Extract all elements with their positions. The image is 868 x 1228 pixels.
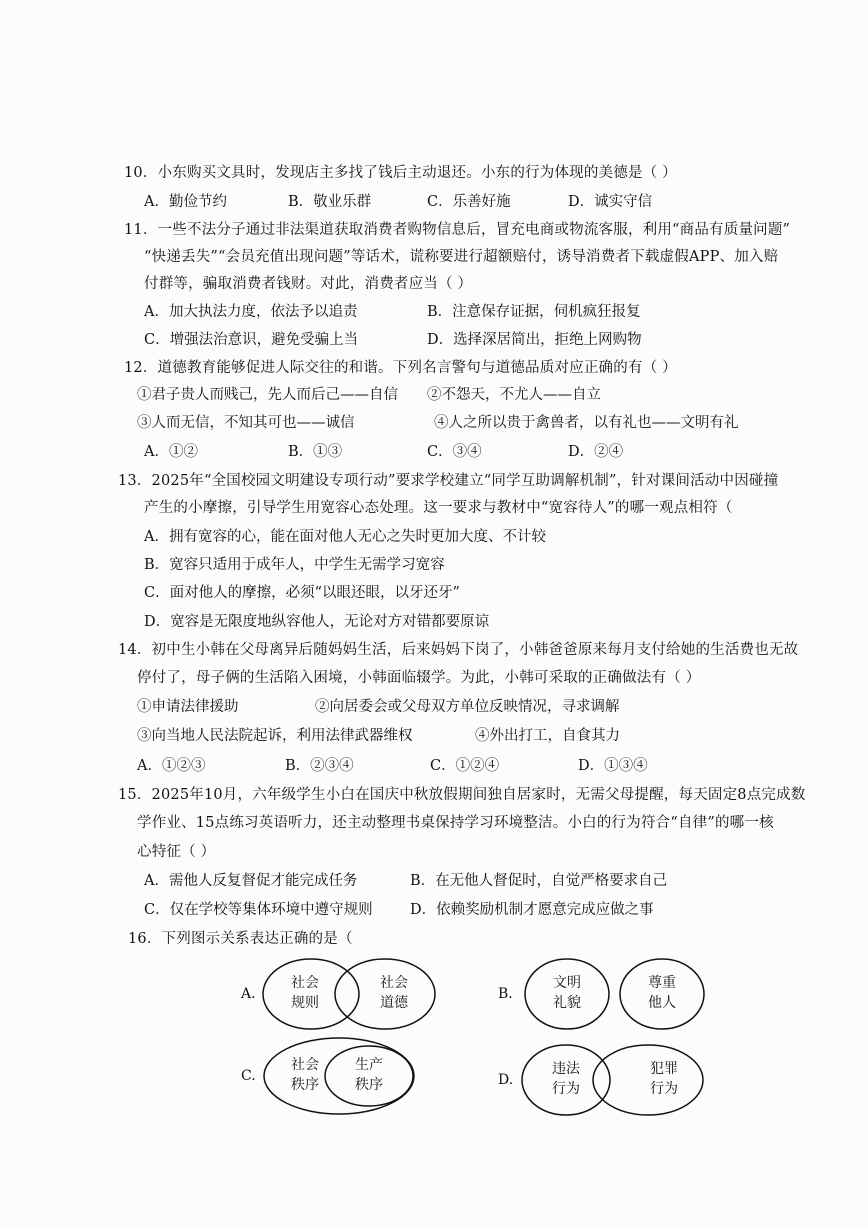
q14-item-1: ①申请法律援助 bbox=[137, 699, 239, 715]
q12-option-a: A．①② bbox=[144, 444, 198, 460]
q11-stem-line-1: 11．一些不法分子通过非法渠道获取消费者购物信息后，冒充电商或物流客服，利用“商品有质量问题” bbox=[124, 222, 791, 238]
q14-option-a: A．①②③ bbox=[137, 758, 206, 774]
diagram-b-right-label-2: 他人 bbox=[648, 995, 676, 1011]
q10-option-c: C．乐善好施 bbox=[427, 194, 511, 210]
diagram-a-left-label-1: 社会 bbox=[291, 975, 319, 991]
q16-stem: 16．下列图示关系表达正确的是（ bbox=[128, 931, 353, 947]
diagram-a-right-label-1: 社会 bbox=[380, 975, 408, 991]
q11-option-d: D．选择深居简出，拒绝上网购物 bbox=[427, 332, 642, 348]
diagram-a-right-circle bbox=[335, 959, 435, 1029]
q15-stem-line-3: 心特征（ ） bbox=[137, 844, 216, 860]
q12-stem: 12．道德教育能够促进人际交往的和谐。下列名言警句与道德品质对应正确的有（ ） bbox=[124, 360, 677, 376]
q12-option-d: D．②④ bbox=[568, 444, 624, 460]
q15-option-a: A．需他人反复督促才能完成任务 bbox=[144, 873, 358, 889]
diagram-c-inner-label-2: 秩序 bbox=[355, 1077, 383, 1093]
diagram-a-letter: A. bbox=[241, 986, 256, 1002]
q10-option-a: A．勤俭节约 bbox=[144, 194, 227, 210]
diagram-b-left-label-2: 礼貌 bbox=[553, 995, 581, 1011]
q10-option-b: B．敬业乐群 bbox=[288, 194, 372, 210]
q14-stem-line-2: 停付了，母子俩的生活陷入困境，小韩面临辍学。为此，小韩可采取的正确做法有（ ） bbox=[137, 670, 701, 686]
q15-stem-line-1: 15．2025年10月，六年级学生小白在国庆中秋放假期间独自居家时，无需父母提醒，每天固定8点完成数 bbox=[118, 787, 806, 803]
q14-option-c: C．①②④ bbox=[430, 758, 500, 774]
q11-option-b: B．注意保存证据，伺机疯狂报复 bbox=[427, 304, 641, 320]
q12-item-3: ③人而无信，不知其可也——诚信 bbox=[137, 415, 355, 431]
diagram-b-left-circle bbox=[525, 959, 609, 1029]
q15-option-d: D．依赖奖励机制才愿意完成应做之事 bbox=[410, 902, 654, 918]
diagram-b-right-label-1: 尊重 bbox=[648, 975, 676, 991]
q13-option-b: B．宽容只适用于成年人，中学生无需学习宽容 bbox=[144, 557, 445, 573]
diagram-a-left-label-2: 规则 bbox=[291, 995, 319, 1011]
q10-option-d: D．诚实守信 bbox=[568, 194, 653, 210]
q14-item-4: ④外出打工，自食其力 bbox=[475, 728, 620, 744]
q13-option-c: C．面对他人的摩擦，必须“以眼还眼，以牙还牙” bbox=[144, 585, 460, 601]
q13-option-d: D．宽容是无限度地纵容他人，无论对方对错都要原谅 bbox=[144, 614, 490, 630]
q14-item-3: ③向当地人民法院起诉，利用法律武器维权 bbox=[137, 728, 413, 744]
diagram-c-letter: C. bbox=[241, 1068, 256, 1084]
diagram-c-inner-circle bbox=[325, 1046, 413, 1106]
q12-option-c: C．③④ bbox=[427, 444, 482, 460]
diagram-a-right-label-2: 道德 bbox=[380, 995, 408, 1011]
q12-item-1: ①君子贵人而贱己，先人而后己——自信 bbox=[137, 387, 398, 403]
q13-stem-line-1: 13．2025年“全国校园文明建设专项行动”要求学校建立“同学互助调解机制”，针对课间活动中因碰撞 bbox=[118, 473, 779, 489]
q12-option-b: B．①③ bbox=[288, 444, 343, 460]
q14-option-d: D．①③④ bbox=[578, 758, 648, 774]
diagram-c-outer-label-2: 秩序 bbox=[291, 1077, 319, 1093]
diagram-d-letter: D. bbox=[498, 1072, 514, 1088]
diagram-d-left-label-2: 行为 bbox=[552, 1081, 580, 1097]
diagram-d-left-label-1: 违法 bbox=[552, 1061, 580, 1077]
diagram-d-right-label-2: 行为 bbox=[650, 1081, 678, 1097]
diagram-d-right-label-1: 犯罪 bbox=[650, 1061, 678, 1077]
q15-option-b: B．在无他人督促时，自觉严格要求自己 bbox=[410, 873, 668, 889]
q12-item-4: ④人之所以贵于禽兽者，以有礼也——文明有礼 bbox=[434, 415, 739, 431]
q14-item-2: ②向居委会或父母双方单位反映情况，寻求调解 bbox=[315, 699, 620, 715]
q14-option-b: B．②③④ bbox=[285, 758, 354, 774]
diagram-b-left-label-1: 文明 bbox=[553, 975, 581, 991]
q12-item-2: ②不怨天，不尤人——自立 bbox=[427, 387, 601, 403]
q11-option-c: C．增强法治意识，避免受骗上当 bbox=[144, 332, 359, 348]
diagram-d-left-circle bbox=[522, 1045, 610, 1115]
q15-stem-line-2: 学作业、15点练习英语听力，还主动整理书桌保持学习环境整洁。小白的行为符合“自律”的哪一核 bbox=[137, 815, 774, 831]
q11-stem-line-2: “快递丢失”“会员充值出现问题”等话术，谎称要进行超额赔付，诱导消费者下载虚假APP、加入赔 bbox=[144, 249, 779, 265]
q15-option-c: C．仅在学校等集体环境中遵守规则 bbox=[144, 902, 373, 918]
diagram-b-letter: B. bbox=[498, 986, 513, 1002]
q10-stem: 10．小东购买文具时，发现店主多找了钱后主动退还。小东的行为体现的美德是（ ） bbox=[124, 165, 677, 181]
diagram-c-outer-label-1: 社会 bbox=[291, 1057, 319, 1073]
q13-option-a: A．拥有宽容的心，能在面对他人无心之失时更加大度、不计较 bbox=[144, 529, 546, 545]
q11-stem-line-3: 付群等，骗取消费者钱财。对此，消费者应当（ ） bbox=[144, 276, 473, 292]
diagram-c-inner-label-1: 生产 bbox=[355, 1057, 383, 1073]
q11-option-a: A．加大执法力度，依法予以追责 bbox=[144, 304, 358, 320]
diagram-b-right-circle bbox=[620, 959, 704, 1029]
q13-stem-line-2: 产生的小摩擦，引导学生用宽容心态处理。这一要求与教材中“宽容待人”的哪一观点相符（ bbox=[144, 500, 733, 516]
diagram-a-left-circle bbox=[263, 959, 359, 1029]
q14-stem-line-1: 14．初中生小韩在父母离异后随妈妈生活，后来妈妈下岗了，小韩爸爸原来每月支付给她的生活费也无故 bbox=[118, 642, 799, 658]
